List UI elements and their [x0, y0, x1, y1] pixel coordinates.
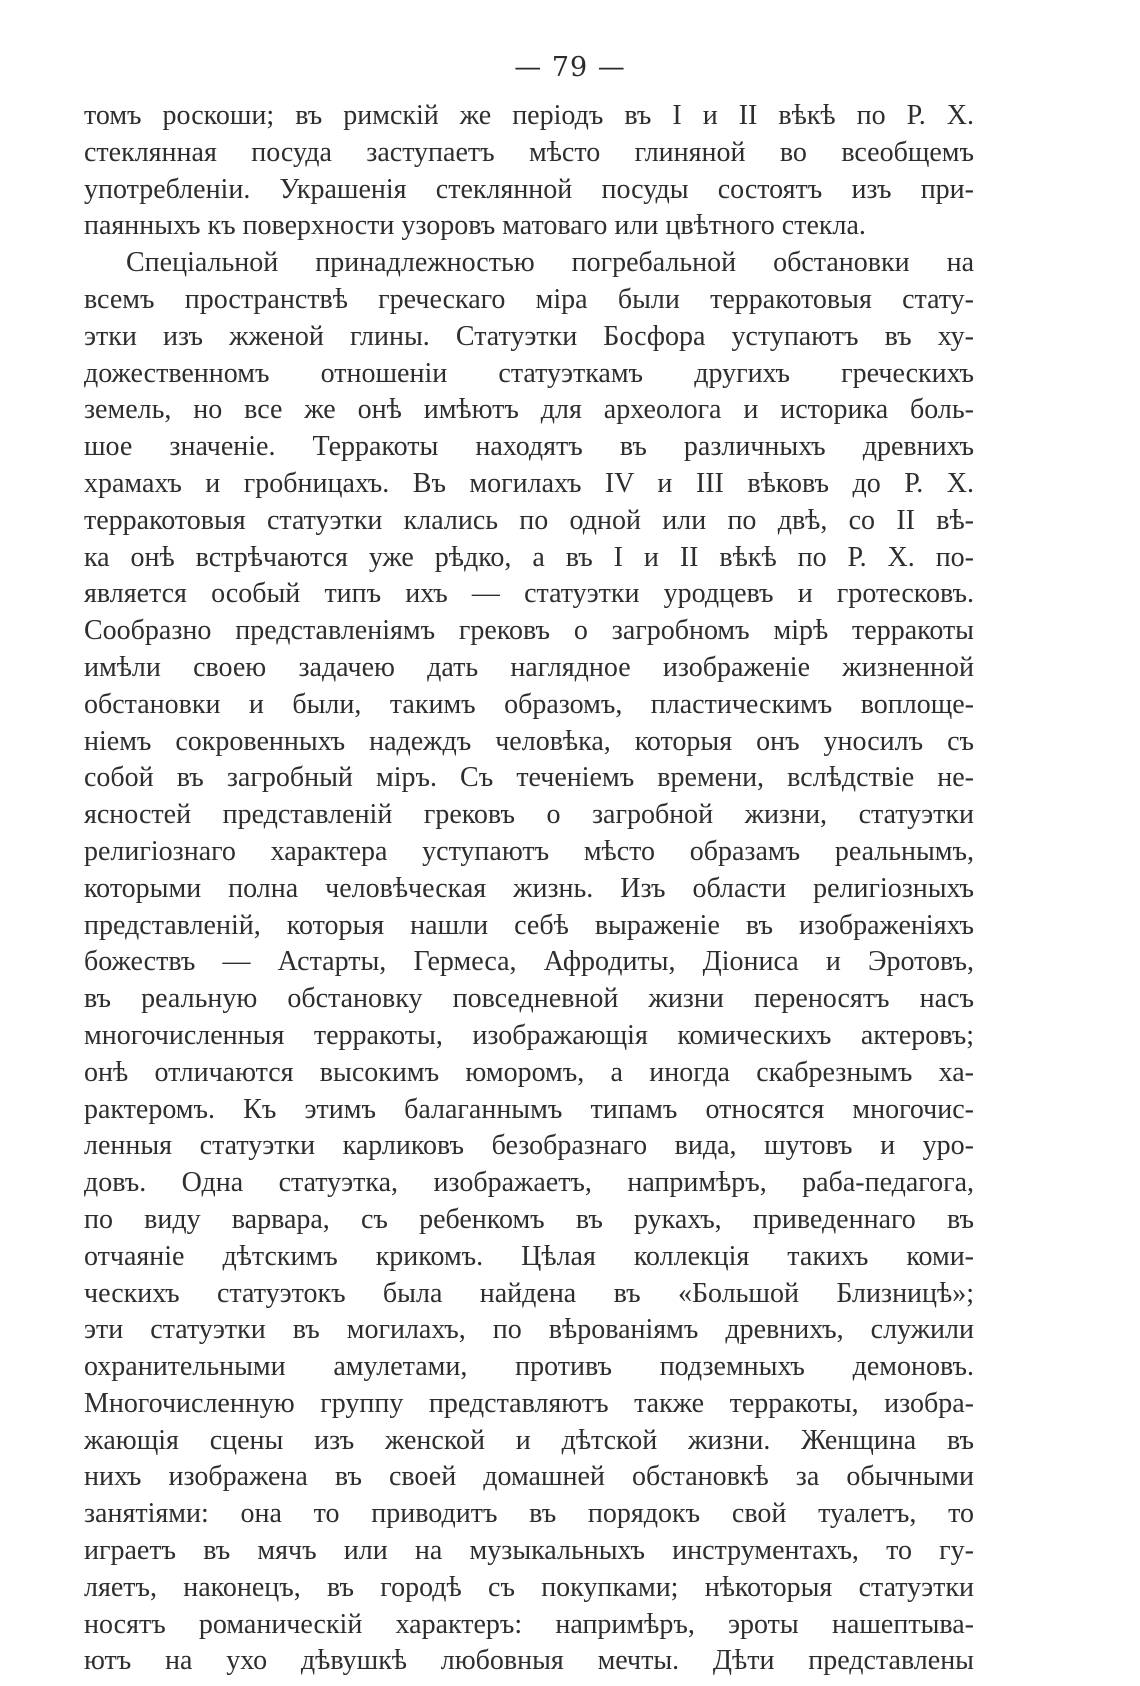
text-line: охранительными амулетами, противъ подземныхъ демоновъ. [84, 1351, 974, 1383]
text-line: имѣли своею задачею дать наглядное изображеніе жизненной [84, 651, 974, 683]
text-line: Сообразно представленіямъ грековъ о загробномъ мірѣ терракоты [84, 615, 974, 647]
text-line: томъ роскоши; въ римскій же періодъ въ I и II вѣкѣ по Р. X. [84, 100, 974, 131]
text-line: представленій, которыя нашли себѣ выраженіе въ изображеніяхъ [84, 909, 974, 941]
text-line: обстановки и были, такимъ образомъ, пластическимъ воплоще- [84, 688, 974, 720]
text-line: онѣ отличаются высокимъ юморомъ, а иногда скабрезнымъ ха- [84, 1056, 974, 1088]
text-line: ніемъ сокровенныхъ надеждъ человѣка, которыя онъ уносилъ съ [84, 725, 974, 757]
text-line: божествъ — Астарты, Гермеса, Афродиты, Діониса и Эротовъ, [84, 946, 974, 978]
text-line: занятіями: она то приводитъ въ порядокъ свой туалетъ, то [84, 1498, 974, 1530]
text-line: довъ. Одна статуэтка, изображаетъ, напримѣръ, раба-педагога, [84, 1167, 974, 1199]
text-line: употребленіи. Украшенія стеклянной посуды состоятъ изъ при- [84, 173, 974, 205]
text-line: многочисленныя терракоты, изображающія комическихъ актеровъ; [84, 1019, 974, 1051]
text-line: этки изъ жженой глины. Статуэтки Босфора уступаютъ въ ху- [84, 320, 974, 352]
text-line: является особый типъ ихъ — статуэтки уродцевъ и гротесковъ. [84, 578, 974, 610]
text-line: всемъ пространствѣ греческаго міра были терракотовыя стату- [84, 283, 974, 315]
text-line: Многочисленную группу представляютъ также терракоты, изобра- [84, 1387, 974, 1419]
text-line: носятъ романическій характеръ: напримѣръ, эроты нашептыва- [84, 1608, 974, 1640]
text-line: ясностей представленій грековъ о загробной жизни, статуэтки [84, 799, 974, 831]
text-line: играетъ въ мячъ или на музыкальныхъ инструментахъ, то гу- [84, 1535, 974, 1567]
text-line: жающія сцены изъ женской и дѣтской жизни. Женщина въ [84, 1424, 974, 1456]
text-line: по виду варвара, съ ребенкомъ въ рукахъ, приведеннаго въ [84, 1203, 974, 1235]
text-line: отчаяніе дѣтскимъ крикомъ. Цѣлая коллекція такихъ коми- [84, 1240, 974, 1272]
text-line: паянныхъ къ поверхности узоровъ матоваго или цвѣтного стекла. [84, 210, 866, 242]
text-line: собой въ загробный міръ. Съ теченіемъ времени, вслѣдствіе не- [84, 762, 974, 794]
text-line: храмахъ и гробницахъ. Въ могилахъ IV и III вѣковъ до Р. X. [84, 467, 974, 499]
text-line: дожественномъ отношеніи статуэткамъ другихъ греческихъ [84, 357, 974, 389]
body-text [84, 98, 974, 1680]
text-line: шое значеніе. Терракоты находятъ въ различныхъ древнихъ [84, 431, 974, 463]
page-number: — 79 — [514, 52, 626, 83]
text-line: земель, но все же онѣ имѣютъ для археолога и историка боль- [84, 394, 974, 426]
text-line: рактеромъ. Къ этимъ балаганнымъ типамъ относятся многочис- [84, 1093, 974, 1125]
text-line: ляетъ, наконецъ, въ городѣ съ покупками; нѣкоторыя статуэтки [84, 1571, 974, 1603]
text-line: терракотовыя статуэтки клались по одной или по двѣ, со II вѣ- [84, 504, 974, 536]
text-line: стеклянная посуда заступаетъ мѣсто глиняной во всеобщемъ [84, 136, 974, 168]
text-line: которыми полна человѣческая жизнь. Изъ области религіозныхъ [84, 872, 974, 904]
text-line: эти статуэтки въ могилахъ, по вѣрованіямъ древнихъ, служили [84, 1314, 974, 1346]
text-line: ютъ на ухо дѣвушкѣ любовныя мечты. Дѣти представлены [84, 1645, 974, 1677]
text-line: ческихъ статуэтокъ была найдена въ «Большой Близницѣ»; [84, 1277, 974, 1309]
text-line: религіознаго характера уступаютъ мѣсто образамъ реальнымъ, [84, 835, 974, 867]
text-line: ка онѣ встрѣчаются уже рѣдко, а въ I и II вѣкѣ по Р. X. по- [84, 541, 974, 573]
text-line: ленныя статуэтки карликовъ безобразнаго вида, шутовъ и уро- [84, 1130, 974, 1162]
paragraph-start-line: Спеціальной принадлежностью погребальной обстановки на [126, 247, 974, 279]
text-line: въ реальную обстановку повседневной жизни переносятъ насъ [84, 983, 974, 1015]
text-line: нихъ изображена въ своей домашней обстановкѣ за обычными [84, 1461, 974, 1493]
